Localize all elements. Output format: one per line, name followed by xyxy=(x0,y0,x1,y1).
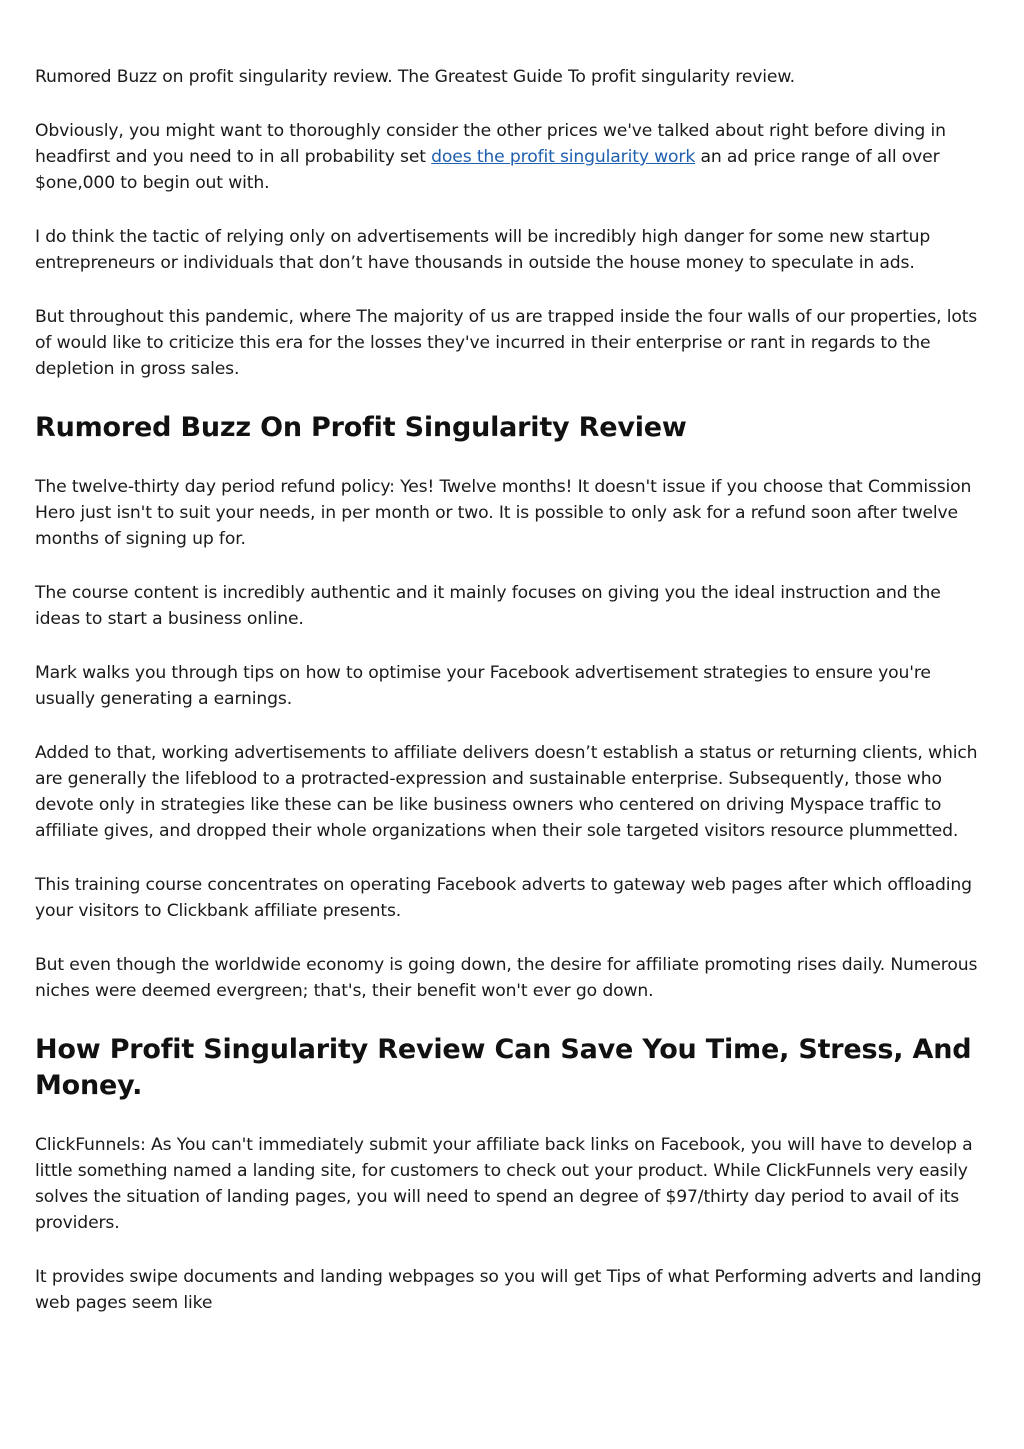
intro-paragraph: Rumored Buzz on profit singularity review. The Greatest Guide To profit singularity review. xyxy=(35,67,795,87)
paragraph-ads-risk: I do think the tactic of relying only on advertisements will be incredibly high danger for some new startup entrepreneurs or individuals that don’t have thousands in outside the house money to speculate in ads. xyxy=(35,227,931,273)
paragraph-pandemic: But throughout this pandemic, where The majority of us are trapped inside the four walls of our properties, lots of would like to criticize this era for the losses they've incurred in their enterprise or rant in regards to the depletion in gross sales. xyxy=(35,307,978,379)
paragraph-training-course: This training course concentrates on operating Facebook adverts to gateway web pages after which offloading your visitors to Clickbank affiliate presents. xyxy=(35,875,972,921)
paragraph-text-after-link: an ad price range of all over $one,000 to begin out with. xyxy=(35,147,940,193)
paragraph-refund-policy: The twelve-thirty day period refund policy: Yes! Twelve months! It doesn't issue if you choose that Commission Hero just isn't to suit your needs, in per month or two. It is possible to only ask for a refund soon after twelve months of signing up for. xyxy=(35,477,972,549)
paragraph-course-content: The course content is incredibly authentic and it mainly focuses on giving you the ideal instruction and the ideas to start a business online. xyxy=(35,583,941,629)
paragraph-ad-budget xyxy=(35,118,990,196)
paragraph-economy: But even though the worldwide economy is going down, the desire for affiliate promoting rises daily. Numerous niches were deemed evergreen; that's, their benefit won't ever go down. xyxy=(35,955,978,1001)
paragraph-affiliate-status: Added to that, working advertisements to affiliate delivers doesn’t establish a status or returning clients, which are generally the lifeblood to a protracted-expression and sustainable enterprise. Subsequently, those who devote only in strategies like these can be like business owners who centered on driving Myspace traffic to affiliate gives, and dropped their whole organizations when their sole targeted visitors resource plummetted. xyxy=(35,743,978,841)
paragraph-text-before-link: Obviously, you might want to thoroughly consider the other prices we've talked about right before diving in headfirst and you need to in all probability set xyxy=(35,121,946,167)
paragraph-swipe-documents: It provides swipe documents and landing webpages so you will get Tips of what Performing adverts and landing web pages seem like xyxy=(35,1267,982,1313)
section-heading-rumored-buzz: Rumored Buzz On Profit Singularity Review xyxy=(35,412,687,443)
profit-singularity-link[interactable]: does the profit singularity work xyxy=(431,147,696,167)
paragraph-facebook-strategies: Mark walks you through tips on how to optimise your Facebook advertisement strategies to ensure you're usually generating a earnings. xyxy=(35,663,931,709)
section-heading-save-time: How Profit Singularity Review Can Save You Time, Stress, And Money. xyxy=(35,1034,972,1101)
paragraph-clickfunnels: ClickFunnels: As You can't immediately submit your affiliate back links on Facebook, you will have to develop a little something named a landing site, for customers to check out your product. While ClickFunnels very easily solves the situation of landing pages, you will need to spend an degree of $97/thirty day period to avail of its providers. xyxy=(35,1135,973,1233)
article-body xyxy=(35,64,990,1344)
